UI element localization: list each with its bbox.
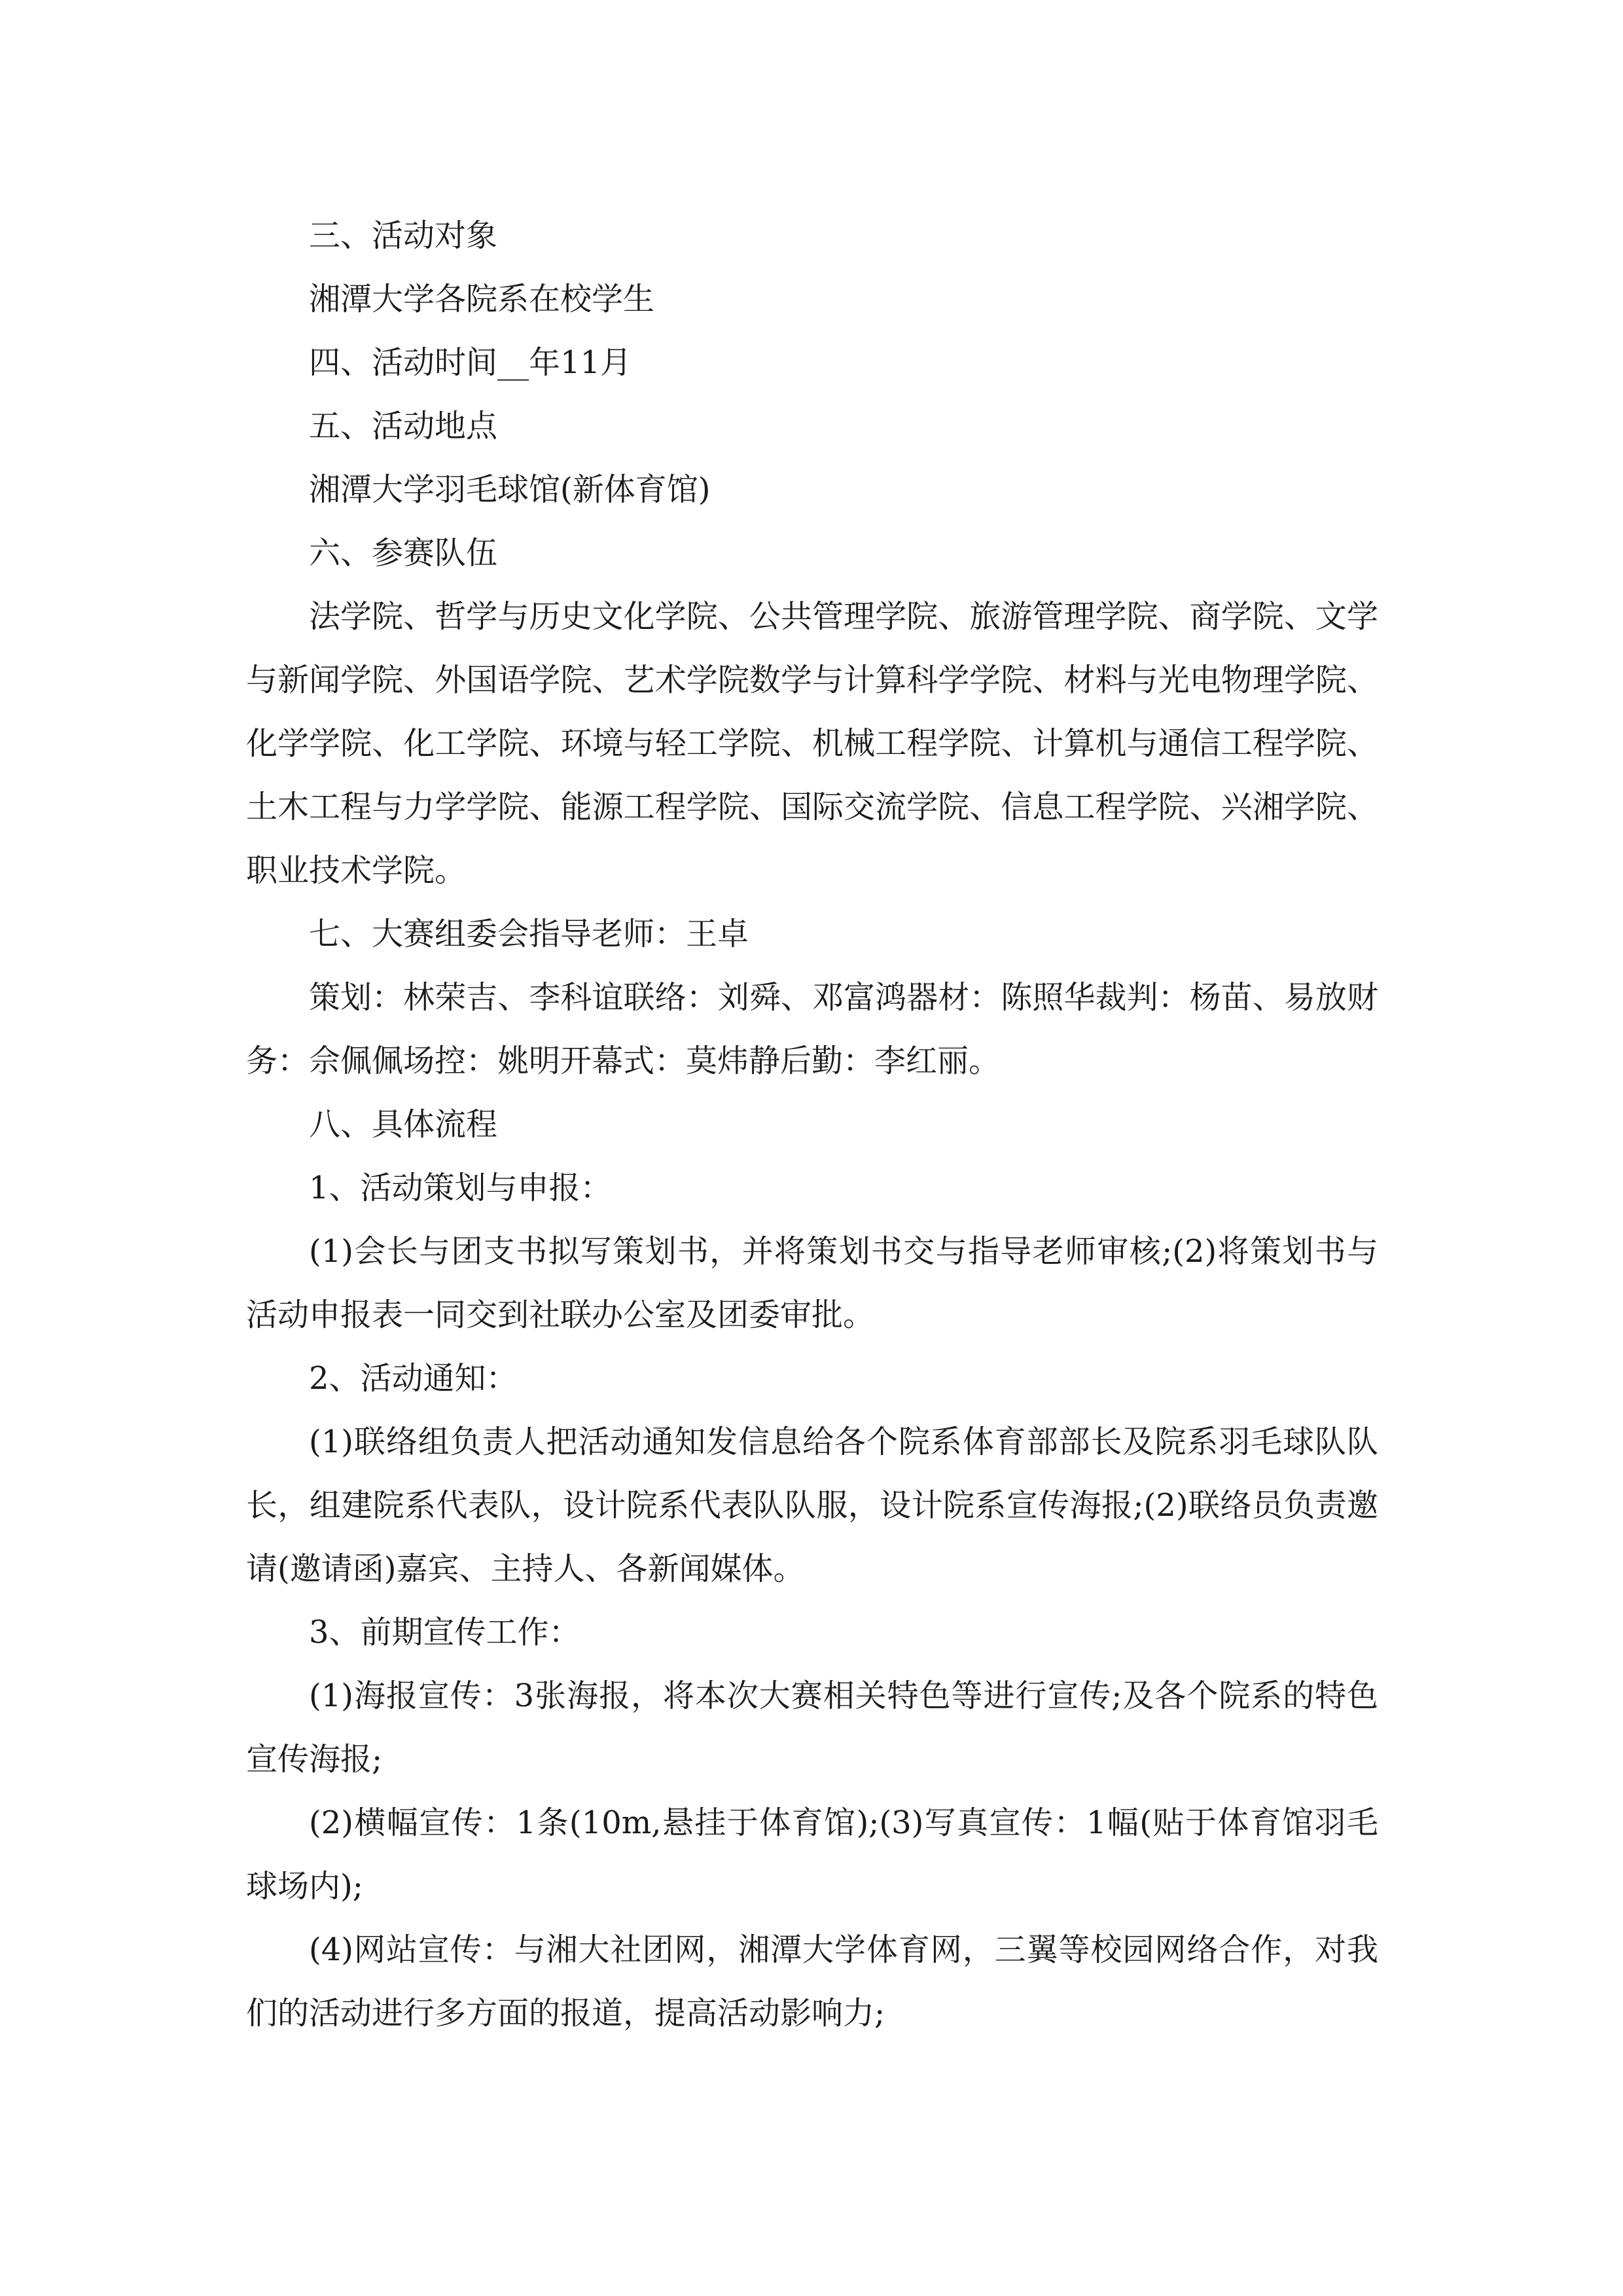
subheading-publicity: 3、前期宣传工作： — [309, 1614, 580, 1651]
activity-location-text: 湘潭大学羽毛球馆(新体育馆) — [309, 471, 711, 508]
heading-activity-target: 三、活动对象 — [309, 217, 498, 254]
publicity-website-text: (4)网站宣传：与湘大社团网，湘潭大学体育网，三翼等校园网络合作，对我们的活动进行多方面的报道，提高活动影响力; — [246, 1931, 1378, 2032]
heading-process: 八、具体流程 — [309, 1106, 498, 1143]
participating-teams-text: 法学院、哲学与历史文化学院、公共管理学院、旅游管理学院、商学院、文学与新闻学院、外国语学院、艺术学院数学与计算科学学院、材料与光电物理学院、化学学院、化工学院、环境与轻工学院、机械工程学院、计算机与通信工程学院、土木工程与力学学院、能源工程学院、国际交流学院、信息工程学院、兴湘学院、职业技术学院。 — [246, 598, 1378, 889]
committee-members-text: 策划：林荣吉、李科谊联络：刘舜、邓富鸿器材：陈照华裁判：杨苗、易放财务：佘佩佩场控：姚明开幕式：莫炜静后勤：李红丽。 — [246, 979, 1378, 1079]
subheading-notification: 2、活动通知： — [309, 1360, 518, 1397]
document-body — [246, 204, 1378, 2045]
activity-target-text: 湘潭大学各院系在校学生 — [309, 281, 655, 317]
heading-activity-location: 五、活动地点 — [309, 408, 498, 444]
heading-activity-time: 四、活动时间__年11月 — [309, 344, 632, 381]
heading-committee-advisor: 七、大赛组委会指导老师：王卓 — [309, 916, 749, 952]
notification-text: (1)联络组负责人把活动通知发信息给各个院系体育部部长及院系羽毛球队队长，组建院系代表队，设计院系代表队队服，设计院系宣传海报;(2)联络员负责邀请(邀请函)嘉宾、主持人、各新闻媒体。 — [246, 1424, 1378, 1587]
publicity-poster-text: (1)海报宣传：3张海报，将本次大赛相关特色等进行宣传;及各个院系的特色宣传海报; — [246, 1677, 1378, 1778]
planning-text: (1)会长与团支书拟写策划书，并将策划书交与指导老师审核;(2)将策划书与活动申报表一同交到社联办公室及团委审批。 — [246, 1233, 1378, 1333]
heading-participating-teams: 六、参赛队伍 — [309, 535, 498, 571]
publicity-banner-text: (2)横幅宣传：1条(10m,悬挂于体育馆);(3)写真宣传：1幅(贴于体育馆羽毛球场内); — [246, 1804, 1378, 1905]
subheading-planning: 1、活动策划与申报： — [309, 1170, 612, 1206]
